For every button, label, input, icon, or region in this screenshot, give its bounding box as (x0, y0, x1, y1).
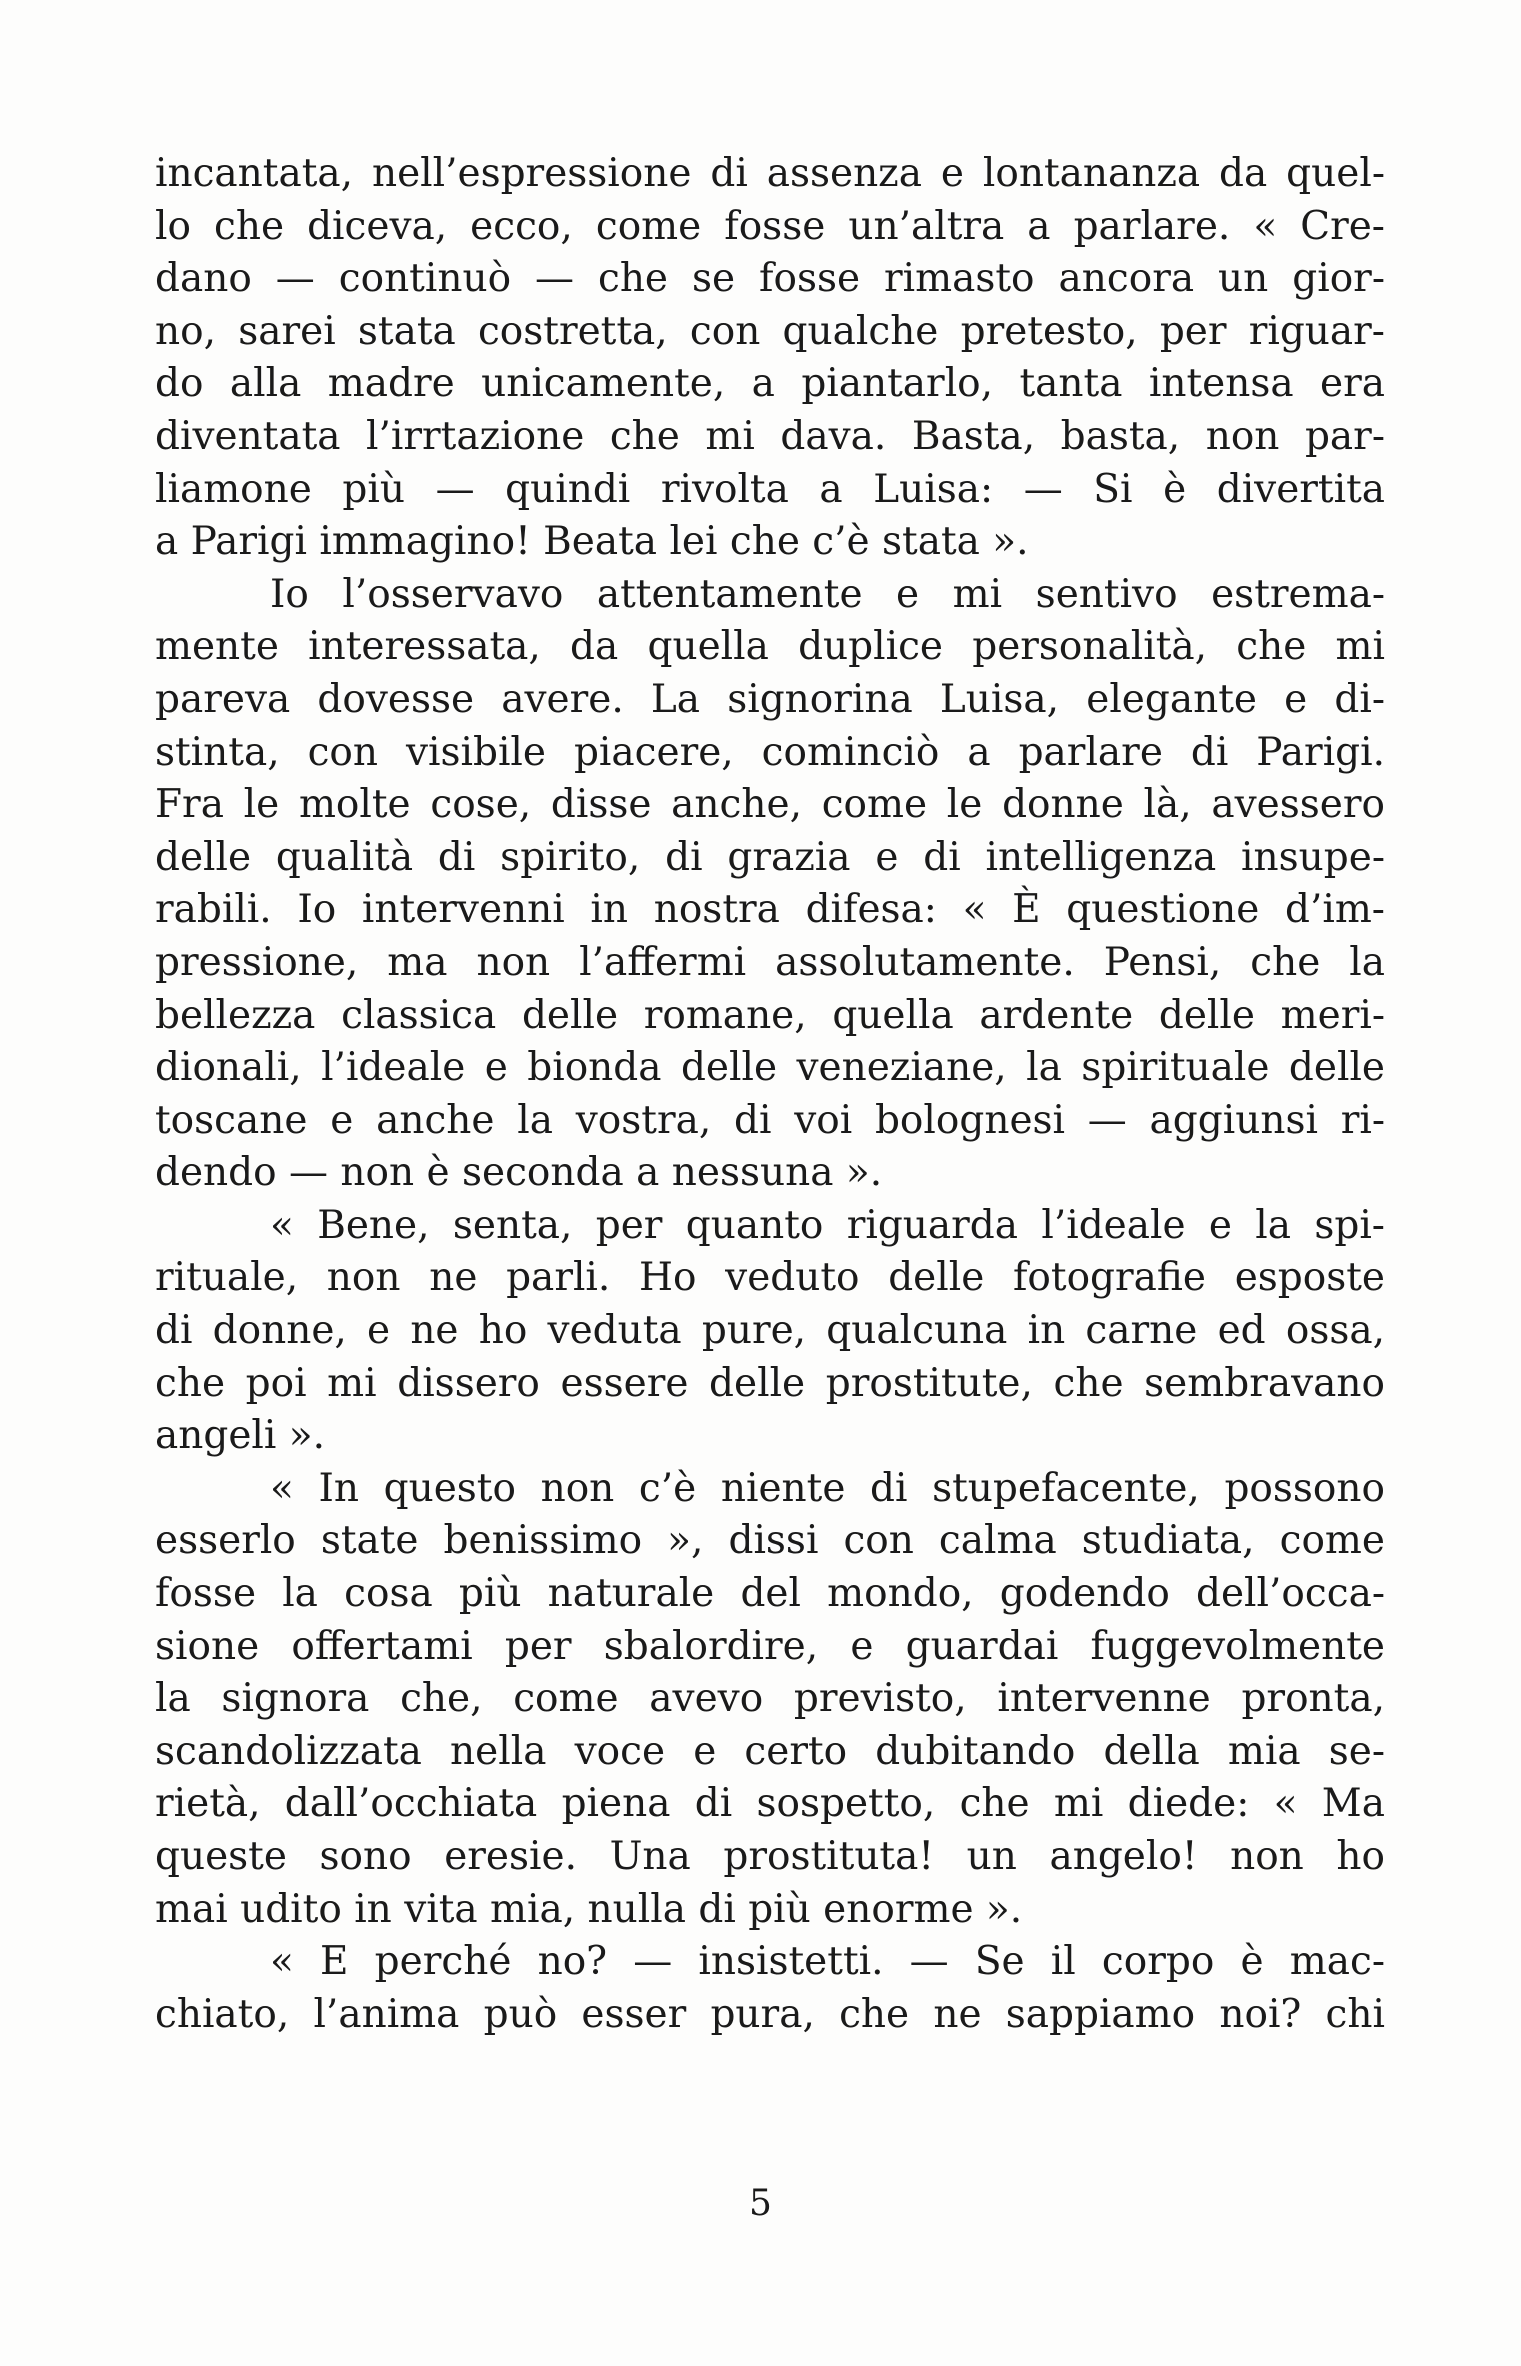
text-line: « In questo non c’è niente di stupefacente, possono (270, 1465, 1385, 1511)
text-line: lo che diceva, ecco, come fosse un’altra a parlare. « Cre- (155, 203, 1385, 249)
text-line: fosse la cosa più naturale del mondo, godendo dell’occa- (155, 1571, 1385, 1617)
text-line: mai udito in vita mia, nulla di più enorme ». (155, 1886, 1023, 1932)
text-line: diventata l’irrtazione che mi dava. Basta, basta, non par- (155, 413, 1385, 459)
text-line: incantata, nell’espressione di assenza e lontananza da quel- (155, 151, 1385, 196)
text-line: che poi mi dissero essere delle prostitute, che sembravano (155, 1360, 1385, 1406)
text-line: bellezza classica delle romane, quella ardente delle meri- (155, 992, 1385, 1038)
text-line: liamone più — quindi rivolta a Luisa: — Si è divertita (155, 466, 1385, 512)
text-line: di donne, e ne ho veduta pure, qualcuna in carne ed ossa, (155, 1308, 1385, 1354)
text-line: scandolizzata nella voce e certo dubitando della mia se- (155, 1728, 1385, 1774)
text-line: pressione, ma non l’affermi assolutamente. Pensi, che la (155, 939, 1385, 985)
text-line: « E perché no? — insistetti. — Se il corpo è mac- (270, 1939, 1385, 1985)
text-line: esserlo state benissimo », dissi con calma studiata, come (155, 1518, 1385, 1564)
text-line: pareva dovesse avere. La signorina Luisa, elegante e di- (155, 676, 1385, 722)
text-line: dionali, l’ideale e bionda delle veneziane, la spirituale delle (155, 1045, 1385, 1091)
text-line: « Bene, senta, per quanto riguarda l’ideale e la spi- (270, 1202, 1385, 1248)
text-line: rabili. Io intervenni in nostra difesa: « È questione d’im- (155, 887, 1385, 933)
text-line: a Parigi immagino! Beata lei che c’è stata ». (155, 519, 1029, 565)
page-number: 5 (749, 2183, 772, 2224)
text-line: angeli ». (155, 1413, 326, 1459)
text-line: Fra le molte cose, disse anche, come le donne là, avessero (155, 782, 1385, 828)
text-line: chiato, l’anima può esser pura, che ne sappiamo noi? chi (155, 1991, 1385, 2037)
text-line: stinta, con visibile piacere, cominciò a parlare di Parigi. (155, 729, 1385, 775)
text-line: rietà, dall’occhiata piena di sospetto, che mi diede: « Ma (155, 1781, 1385, 1827)
text-line: mente interessata, da quella duplice personalità, che mi (155, 624, 1385, 670)
text-line: no, sarei stata costretta, con qualche pretesto, per riguar- (155, 308, 1385, 354)
text-line: delle qualità di spirito, di grazia e di intelligenza insupe- (155, 834, 1385, 880)
text-line: dendo — non è seconda a nessuna ». (155, 1150, 883, 1196)
text-line: toscane e anche la vostra, di voi bolognesi — aggiunsi ri- (155, 1097, 1385, 1143)
text-line: sione offertami per sbalordire, e guardai fuggevolmente (155, 1623, 1385, 1669)
text-line: queste sono eresie. Una prostituta! un angelo! non ho (155, 1834, 1385, 1879)
body-text (155, 148, 1385, 2041)
text-line: Io l’osservavo attentamente e mi sentivo estrema- (270, 571, 1385, 617)
text-line: rituale, non ne parli. Ho veduto delle fotografie esposte (155, 1255, 1385, 1301)
text-line: la signora che, come avevo previsto, intervenne pronta, (155, 1676, 1385, 1722)
text-line: dano — continuò — che se fosse rimasto ancora un gior- (155, 256, 1385, 302)
text-line: do alla madre unicamente, a piantarlo, tanta intensa era (155, 361, 1385, 407)
